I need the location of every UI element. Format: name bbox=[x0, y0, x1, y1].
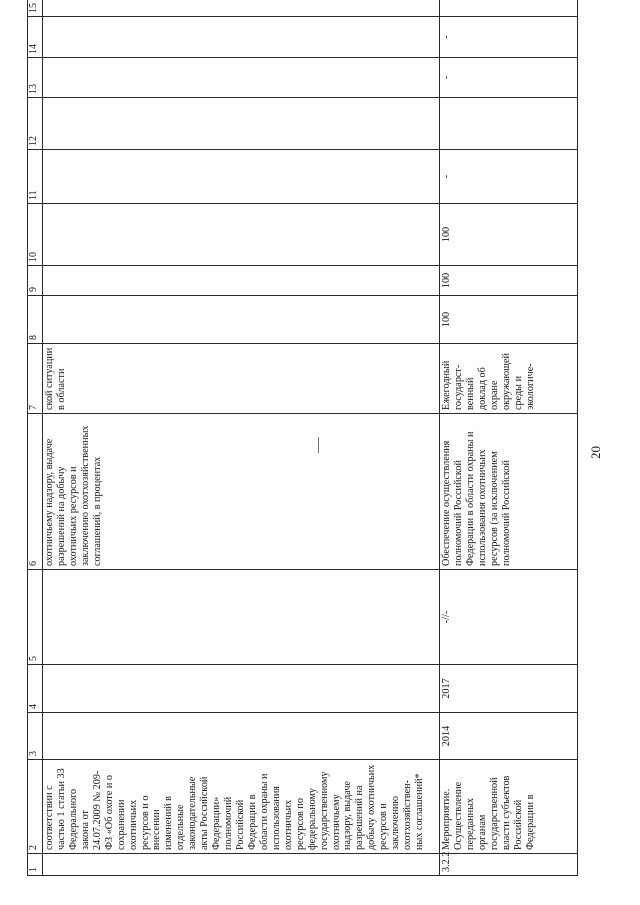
cell-value-13: - bbox=[440, 58, 578, 98]
col-header-6: 6 bbox=[28, 414, 43, 570]
cell-indicator-source: ской ситуации в области bbox=[43, 344, 440, 414]
col-header-13: 13 bbox=[28, 58, 43, 98]
col-header-2: 2 bbox=[28, 760, 43, 854]
cell-value-9: 100 bbox=[440, 266, 578, 296]
cell-value-8: 100 bbox=[440, 296, 578, 344]
cell-value-10: 100 bbox=[440, 204, 578, 266]
cell-value-10 bbox=[43, 204, 440, 266]
cell-expected-result: Обеспечение осуществления полномочий Российской Федерации в области охраны и использования охотничьих ресурсов (за исключением полномочий Российской bbox=[440, 414, 578, 570]
cell-value-15 bbox=[440, 0, 578, 17]
col-header-1: 1 bbox=[28, 854, 43, 876]
cell-value-11: - bbox=[440, 150, 578, 204]
cell-expected-result: охотничьему надзору, выдаче разрешений на добычу охотничьих ресурсов и заключению охотхозяйственных соглашений, в процентах bbox=[43, 414, 440, 570]
cell-start-year: 2014 bbox=[440, 713, 578, 760]
cell-start-year bbox=[43, 713, 440, 760]
col-header-10: 10 bbox=[28, 204, 43, 266]
cell-executor: -//- bbox=[440, 570, 578, 665]
measures-table bbox=[27, 0, 578, 876]
cell-value-9 bbox=[43, 266, 440, 296]
col-header-15: 15 bbox=[28, 0, 43, 17]
col-header-11: 11 bbox=[28, 150, 43, 204]
cell-value-8 bbox=[43, 296, 440, 344]
col-header-8: 8 bbox=[28, 296, 43, 344]
cell-number: 3.2.2 bbox=[440, 854, 578, 876]
cell-end-year bbox=[43, 665, 440, 713]
cell-measure-name: соответствии с частью 1 статьи 33 Федерального закона от 24.07.2009 № 209-ФЗ «Об охоте и о сохранении охотничьих ресурсов и о внесении изменений в отдельные законодательные акты Российской Федерации» полномочий Российской Федерации в области охраны и использования охотничьих ресурсов по федеральному государственному охотничьему надзору, выдаче разрешений на добычу охотничьих ресурсов и заключению охотхозяйствен-ных соглашений* bbox=[43, 760, 440, 854]
cell-value-14 bbox=[43, 17, 440, 58]
col-header-5: 5 bbox=[28, 570, 43, 665]
col-header-12: 12 bbox=[28, 98, 43, 150]
cell-value-13 bbox=[43, 58, 440, 98]
cell-value-15 bbox=[43, 0, 440, 17]
cell-measure-name: Мероприятие. Осуществление переданных органам государственной власти субъектов Российской Федерации в bbox=[440, 760, 578, 854]
col-header-9: 9 bbox=[28, 266, 43, 296]
cell-value-12 bbox=[440, 98, 578, 150]
cell-indicator-source: Ежегодный государст-венный доклад об охране окружающей среды и экологиче- bbox=[440, 344, 578, 414]
cell-number bbox=[43, 854, 440, 876]
scan-artifact-line bbox=[318, 437, 319, 453]
col-header-7: 7 bbox=[28, 344, 43, 414]
page-number: 20 bbox=[588, 446, 603, 459]
cell-value-11 bbox=[43, 150, 440, 204]
table-row bbox=[43, 0, 440, 876]
cell-end-year: 2017 bbox=[440, 665, 578, 713]
col-header-14: 14 bbox=[28, 17, 43, 58]
cell-executor bbox=[43, 570, 440, 665]
col-header-4: 4 bbox=[28, 665, 43, 713]
col-header-3: 3 bbox=[28, 713, 43, 760]
table-row bbox=[440, 0, 578, 876]
cell-value-12 bbox=[43, 98, 440, 150]
column-number-row bbox=[28, 0, 43, 876]
cell-value-14: - bbox=[440, 17, 578, 58]
